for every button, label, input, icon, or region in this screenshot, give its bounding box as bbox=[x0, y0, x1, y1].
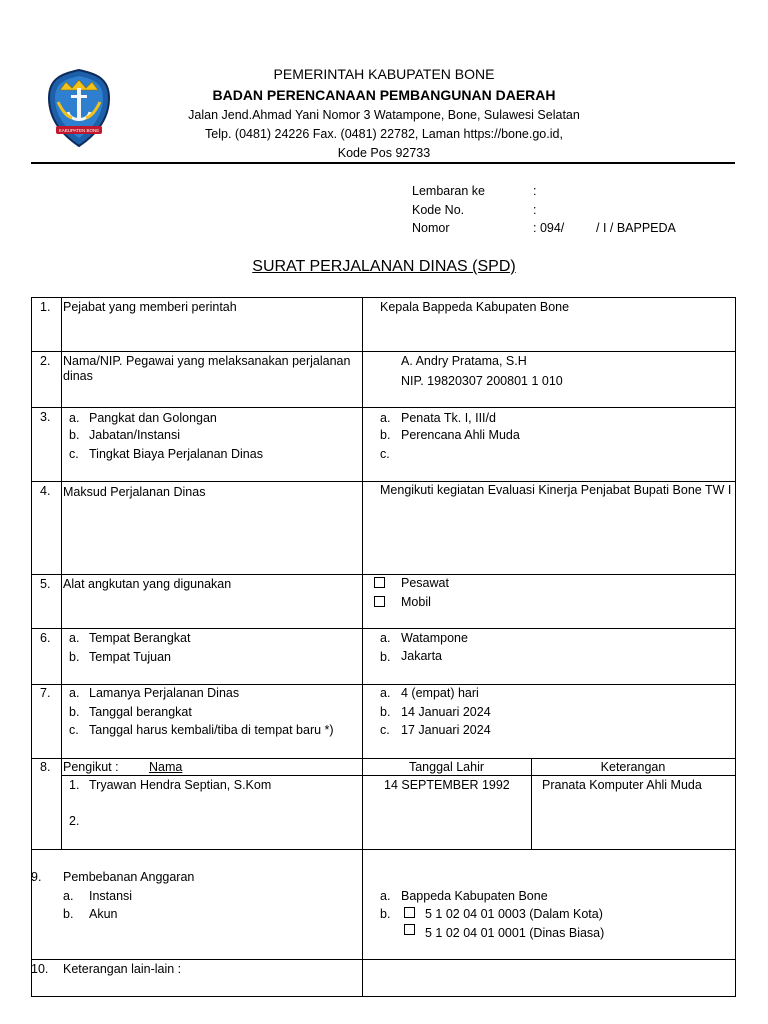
row6-number: 6. bbox=[40, 631, 51, 645]
follower-1-name: Tryawan Hendra Septian, S.Kom bbox=[89, 778, 272, 792]
row6-value-letter: a. bbox=[380, 631, 391, 645]
akun-dalam-kota-label: 5 1 02 04 01 0003 (Dalam Kota) bbox=[425, 907, 603, 921]
row6-value: Jakarta bbox=[401, 649, 442, 663]
row3-number: 3. bbox=[40, 410, 51, 424]
row9-value-a-letter: a. bbox=[380, 889, 391, 903]
row7-item-letter: c. bbox=[69, 723, 79, 737]
row7-item-label: Tanggal harus kembali/tiba di tempat baru *) bbox=[89, 723, 334, 737]
row7-item-label: Lamanya Perjalanan Dinas bbox=[89, 686, 240, 700]
row3-item-label: Jabatan/Instansi bbox=[89, 428, 181, 442]
nomor-value: : 094/ bbox=[533, 221, 565, 235]
kode-label: Kode No. bbox=[412, 203, 465, 217]
row4-label: Maksud Perjalanan Dinas bbox=[63, 485, 206, 499]
row9-a-label: Instansi bbox=[89, 889, 133, 903]
row9-label: Pembebanan Anggaran bbox=[63, 870, 195, 884]
follower-1-birthdate: 14 SEPTEMBER 1992 bbox=[384, 778, 510, 792]
row1-value: Kepala Bappeda Kabupaten Bone bbox=[380, 300, 570, 314]
row3-value: Penata Tk. I, III/d bbox=[401, 411, 496, 425]
row5-label: Alat angkutan yang digunakan bbox=[63, 577, 232, 591]
row8-label: Pengikut : bbox=[63, 760, 119, 774]
column-header-nama: Nama bbox=[149, 760, 183, 774]
row10-number: 10. bbox=[31, 962, 49, 976]
row6-item-letter: b. bbox=[69, 650, 80, 664]
row3-item-letter: b. bbox=[69, 428, 80, 442]
row6-value: Watampone bbox=[401, 631, 468, 645]
row10-label: Keterangan lain-lain : bbox=[63, 962, 182, 976]
row2-value-name: A. Andry Pratama, S.H bbox=[401, 354, 527, 368]
agency-address: Jalan Jend.Ahmad Yani Nomor 3 Watampone, Bone, Sulawesi Selatan bbox=[188, 108, 580, 122]
row6-value-letter: b. bbox=[380, 650, 391, 664]
akun-dalam-kota-checkbox[interactable] bbox=[404, 907, 415, 918]
row3-value-letter: b. bbox=[380, 428, 391, 442]
row9-value-instansi: Bappeda Kabupaten Bone bbox=[401, 889, 548, 903]
agency-name: BADAN PERENCANAAN PEMBANGUNAN DAERAH bbox=[212, 87, 556, 103]
row7-value: 17 Januari 2024 bbox=[401, 723, 491, 737]
lembaran-label: Lembaran ke bbox=[412, 184, 485, 198]
agency-postal-code: Kode Pos 92733 bbox=[337, 146, 431, 160]
row7-item-letter: a. bbox=[69, 686, 80, 700]
row9-value-b-letter: b. bbox=[380, 907, 391, 921]
pesawat-checkbox[interactable] bbox=[374, 577, 385, 588]
document-title: SURAT PERJALANAN DINAS (SPD) bbox=[252, 258, 516, 275]
row3-item-label: Tingkat Biaya Perjalanan Dinas bbox=[89, 447, 263, 461]
row3-item-label: Pangkat dan Golongan bbox=[89, 411, 217, 425]
row7-value-letter: b. bbox=[380, 705, 391, 719]
row5-number: 5. bbox=[40, 577, 51, 591]
row9-a-letter: a. bbox=[63, 889, 74, 903]
akun-dinas-biasa-label: 5 1 02 04 01 0001 (Dinas Biasa) bbox=[425, 926, 605, 940]
row8-number: 8. bbox=[40, 760, 51, 774]
mobil-checkbox[interactable] bbox=[374, 596, 385, 607]
follower-1-number: 1. bbox=[69, 778, 80, 792]
row7-number: 7. bbox=[40, 686, 51, 700]
row4-number: 4. bbox=[40, 484, 51, 498]
row1-number: 1. bbox=[40, 300, 51, 314]
row4-value: Mengikuti kegiatan Evaluasi Kinerja Penjabat Bupati Bone TW I bbox=[380, 483, 732, 497]
row7-value: 14 Januari 2024 bbox=[401, 705, 491, 719]
lembaran-value: : bbox=[533, 184, 537, 198]
row9-b-label: Akun bbox=[89, 907, 118, 921]
mobil-option-label: Mobil bbox=[401, 595, 431, 609]
pesawat-option-label: Pesawat bbox=[401, 576, 449, 590]
row2-value-nip: NIP. 19820307 200801 1 010 bbox=[401, 374, 563, 388]
nomor-label: Nomor bbox=[412, 221, 450, 235]
row2-label-line2: dinas bbox=[63, 369, 93, 383]
row2-label-line1: Nama/NIP. Pegawai yang melaksanakan perjalanan bbox=[63, 354, 351, 368]
nomor-suffix: / I / BAPPEDA bbox=[596, 221, 676, 235]
row6-item-label: Tempat Berangkat bbox=[89, 631, 191, 645]
row7-item-label: Tanggal berangkat bbox=[89, 705, 192, 719]
government-name: PEMERINTAH KABUPATEN BONE bbox=[273, 66, 495, 82]
row6-item-label: Tempat Tujuan bbox=[89, 650, 171, 664]
logo-ribbon-text: KABUPATEN BONE bbox=[58, 128, 100, 133]
agency-contact: Telp. (0481) 24226 Fax. (0481) 22782, Laman https://bone.go.id, bbox=[205, 127, 563, 141]
row7-value: 4 (empat) hari bbox=[401, 686, 479, 700]
row2-number: 2. bbox=[40, 354, 51, 368]
row9-b-letter: b. bbox=[63, 907, 74, 921]
row3-value-letter: c. bbox=[380, 447, 390, 461]
row1-label: Pejabat yang memberi perintah bbox=[63, 300, 237, 314]
row3-item-letter: c. bbox=[69, 447, 79, 461]
row7-item-letter: b. bbox=[69, 705, 80, 719]
letterhead-rule bbox=[31, 162, 735, 164]
row3-value-letter: a. bbox=[380, 411, 391, 425]
follower-1-note: Pranata Komputer Ahli Muda bbox=[542, 778, 702, 792]
row3-value: Perencana Ahli Muda bbox=[401, 428, 520, 442]
row7-value-letter: c. bbox=[380, 723, 390, 737]
kode-value: : bbox=[533, 203, 537, 217]
column-header-keterangan: Keterangan bbox=[600, 760, 666, 774]
row3-item-letter: a. bbox=[69, 411, 80, 425]
row6-item-letter: a. bbox=[69, 631, 80, 645]
follower-2-number: 2. bbox=[69, 814, 80, 828]
row7-value-letter: a. bbox=[380, 686, 391, 700]
akun-dinas-biasa-checkbox[interactable] bbox=[404, 924, 415, 935]
column-header-tanggal-lahir: Tanggal Lahir bbox=[408, 760, 485, 774]
row9-number: 9. bbox=[31, 870, 42, 884]
